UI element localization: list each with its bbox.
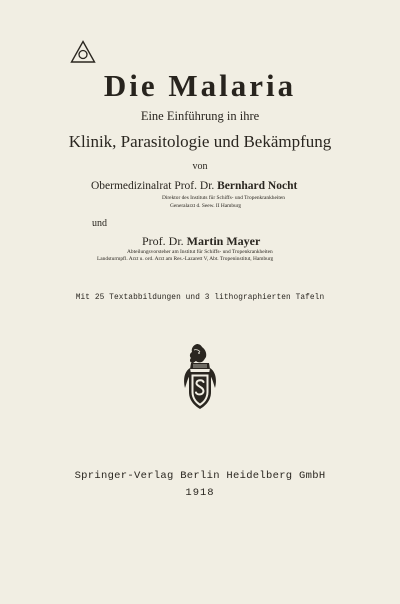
subtitle-line-2: Klinik, Parasitologie und Bekämpfung	[68, 132, 332, 151]
author1-name: Bernhard Nocht	[217, 180, 298, 192]
author2-affiliation-1: Abteilungsvorsteher am Institut für Schiffs- und Tropenkrankheiten	[127, 249, 273, 255]
triangle-logo-icon	[70, 40, 96, 64]
author2-title: Prof. Dr.	[142, 234, 184, 248]
book-title: Die Malaria	[103, 68, 297, 103]
subtitle-line-1: Eine Einführung in ihre	[140, 109, 260, 123]
author1-title: Obermedizinalrat Prof. Dr.	[91, 180, 215, 192]
springer-knight-emblem-icon	[180, 342, 220, 412]
author1-affiliation-1: Direktor des Instituts für Schiffs- und Tropenkrankheiten	[162, 195, 285, 201]
publisher-name: Springer-Verlag Berlin Heidelberg GmbH	[74, 470, 326, 482]
author1-line	[91, 180, 297, 192]
von-label: von	[192, 161, 208, 172]
author2-name: Martin Mayer	[186, 234, 261, 248]
author1-affiliation-2: Generalarzt d. Seew. II Hamburg	[170, 203, 242, 209]
author2-line	[142, 234, 260, 249]
illustrations-note: Mit 25 Textabbildungen und 3 lithographierten Tafeln	[75, 294, 325, 302]
und-label: und	[92, 218, 107, 229]
publication-year: 1918	[185, 487, 215, 499]
author2-affiliation-2: Landsturmpfl. Arzt u. ord. Arzt am Res.-Lazarett V, Abt. Tropeninstitut, Hamburg	[97, 256, 274, 262]
